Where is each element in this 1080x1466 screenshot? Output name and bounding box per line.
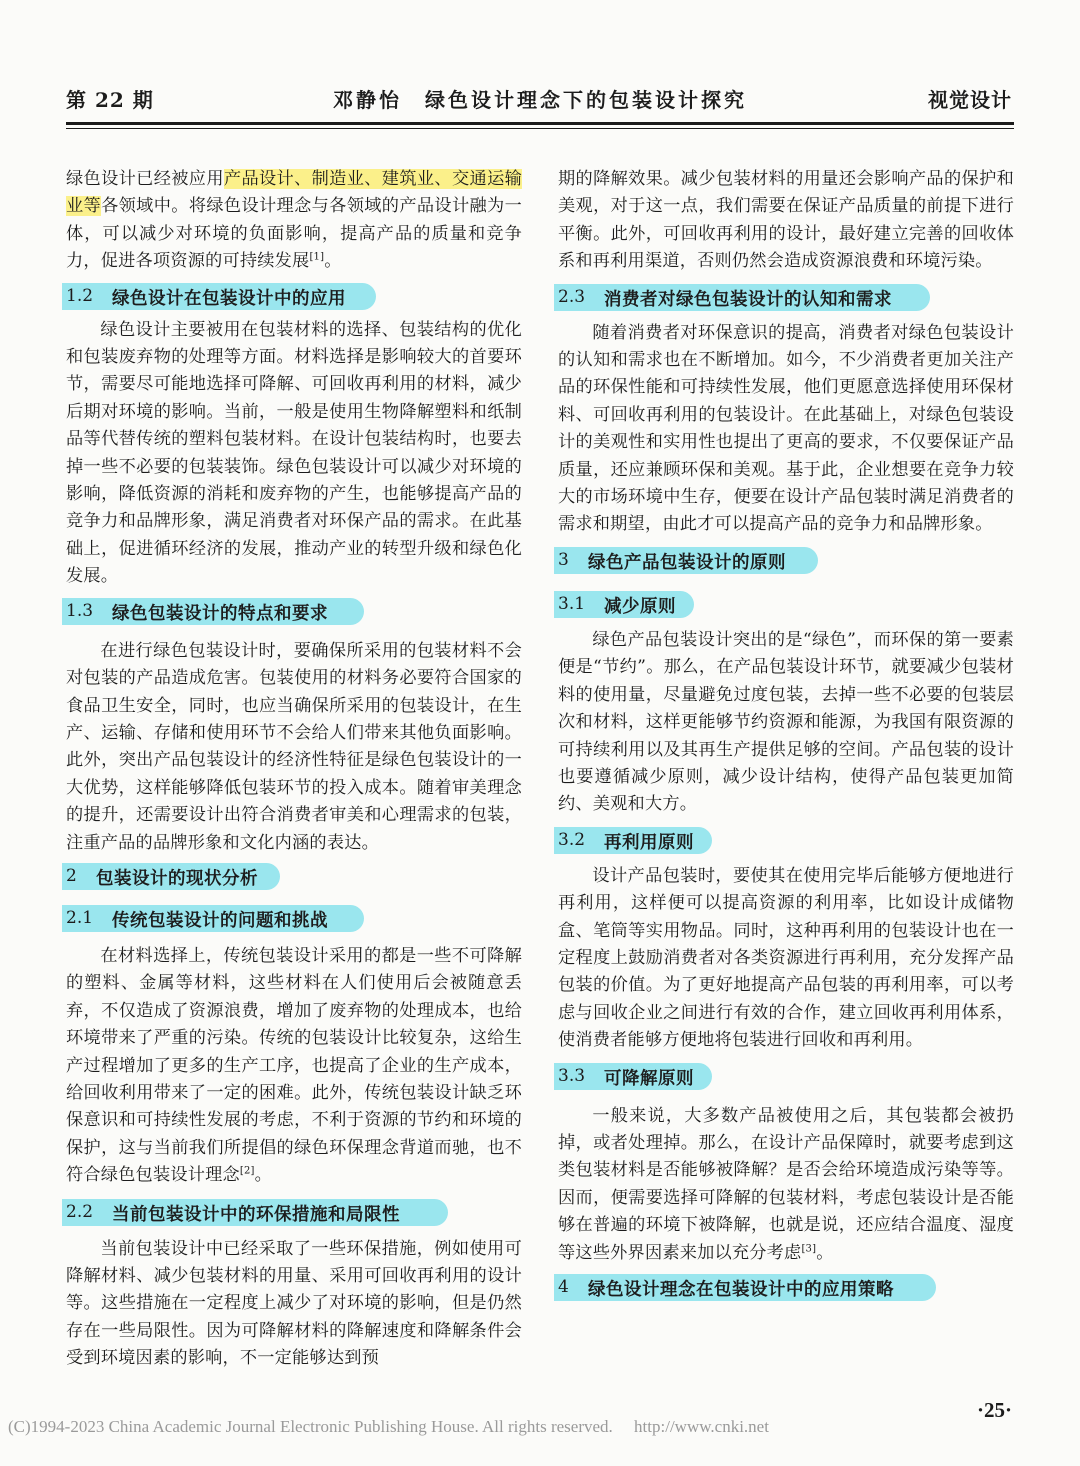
paragraph-text: 在材料选择上，传统包装设计采用的都是一些不可降解的塑料、金属等材料，这些材料在人们使用后会被随意丢弃，不仅造成了资源浪费，增加了废弃物的处理成本，也给环境带来了严重的污染。传统的包装设计比较复杂，这给生产过程增加了更多的生产工序，也提高了企业的生产成本，给回收利用带来了一定的困难。此外，传统包装设计缺乏环保意识和可持续性发展的考虑，不利于资源的节约和环境的保护，这与当前我们所提倡的绿色环保理念背道而驰，也不符合绿色包装设计理念 — [66, 945, 522, 1186]
section-title: 绿色设计理念在包装设计中的应用策略 — [588, 1280, 894, 1300]
right-column — [558, 166, 1014, 1305]
paragraph-2-2: 当前包装设计中已经采取了一些环保措施，例如使用可降解材料、减少包装材料的用量、采用可回收再利用的设计等。这些措施在一定程度上减少了对环境的影响，但是仍然存在一些局限性。因为可降解材料的降解速度和降解条件会受到环境因素的影响，不一定能够达到预 — [66, 1238, 522, 1369]
running-header-issue: 第 22 期 — [66, 88, 154, 112]
paragraph-2-3: 随着消费者对环保意识的提高，消费者对绿色包装设计的认知和需求也在不断增加。如今，不少消费者更加关注产品的环保性能和可持续性发展，他们更愿意选择使用环保材料、可回收再利用的包装设计。在此基础上，对绿色包装设计的美观性和实用性也提出了更高的要求，不仅要保证产品质量，还应兼顾环保和美观。基于此，企业想要在竞争力较大的市场环境中生存，便要在设计产品包装时满足消费者的需求和期望，由此才可以提高产品的竞争力和品牌形象。 — [558, 322, 1014, 535]
paragraph-3-2: 设计产品包装时，要使其在使用完毕后能够方便地进行再利用，这样便可以提高资源的利用率，比如设计成储物盒、笔筒等实用物品。同时，这种再利用的包装设计也在一定程度上鼓励消费者对各类资源进行再利用，充分发挥产品包装的价值。为了更好地提高产品包装的再利用率，可以考虑与回收企业之间进行有效的合作，建立回收再利用体系，使消费者能够方便地将包装进行回收和再利用。 — [558, 865, 1014, 1051]
paragraph-3-1: 绿色产品包装设计突出的是“绿色”，而环保的第一要素便是“节约”。那么，在产品包装设计环节，就要减少包装材料的使用量，尽量避免过度包装，去掉一些不必要的包装层次和材料，这样更能够节约资源和能源，为我国有限资源的可持续利用以及其再生产提供足够的空间。产品包装的设计也要遵循减少原则，减少设计结构，使得产品包装更加简约、美观和大方。 — [558, 629, 1014, 815]
section-heading-2-3 — [558, 281, 1014, 315]
page-number: ·25· — [976, 1398, 1012, 1422]
section-title: 可降解原则 — [604, 1068, 694, 1089]
section-number: 2.2 — [66, 1201, 94, 1222]
section-number: 2.3 — [558, 286, 586, 307]
left-column — [66, 166, 522, 1373]
running-header-section: 视觉设计 — [928, 88, 1012, 112]
section-heading-4 — [558, 1271, 1014, 1305]
section-heading-3-1 — [558, 588, 1014, 622]
running-header-title: 邓静怡 绿色设计理念下的包装设计探究 — [333, 88, 747, 112]
intro-text-before: 绿色设计已经被应用 — [66, 169, 224, 189]
paragraph-1-3: 在进行绿色包装设计时，要确保所采用的包装材料不会对包装的产品造成危害。包装使用的材料务必要符合国家的食品卫生安全，同时，也应当确保所采用的包装设计，在生产、运输、存储和使用环节不会给人们带来其他负面影响。此外，突出产品包装设计的经济性特征是绿色包装设计的一大优势，这样能够降低包装环节的投入成本。随着审美理念的提升，还需要设计出符合消费者审美和心理需求的包装，注重产品的品牌形象和文化内涵的表达。 — [66, 640, 522, 853]
section-heading-2-2 — [66, 1196, 522, 1230]
section-heading-2-1 — [66, 902, 522, 936]
section-number: 4 — [558, 1277, 569, 1297]
paragraph-continued: 期的降解效果。减少包装材料的用量还会影响产品的保护和美观，对于这一点，我们需要在保证产品质量的前提下进行平衡。此外，可回收再利用的设计，最好建立完善的回收体系和再利用渠道，否则仍然会造成资源浪费和环境污染。 — [558, 169, 1014, 272]
section-title: 绿色包装设计的特点和要求 — [112, 603, 328, 624]
copyright-watermark: (C)1994-2023 China Academic Journal Electronic Publishing House. All rights reserved. http://www.cnki.net — [8, 1417, 769, 1436]
citation-ref: [3] — [801, 1242, 817, 1254]
citation-ref: [2] — [239, 1165, 255, 1177]
section-number: 2 — [66, 865, 77, 886]
section-title: 绿色设计在包装设计中的应用 — [112, 288, 346, 309]
section-title: 传统包装设计的问题和挑战 — [112, 910, 328, 931]
intro-paragraph — [66, 166, 522, 276]
citation-ref: [1] — [309, 251, 325, 263]
section-title: 绿色产品包装设计的原则 — [588, 552, 786, 573]
section-heading-2 — [66, 860, 522, 894]
section-title: 当前包装设计中的环保措施和局限性 — [112, 1204, 400, 1225]
section-number: 3.3 — [558, 1065, 586, 1086]
punct: 。 — [816, 1242, 834, 1263]
section-title: 再利用原则 — [604, 832, 694, 853]
section-number: 3 — [558, 549, 569, 570]
punct: 。 — [254, 1165, 273, 1186]
paragraph-2-1 — [66, 943, 522, 1190]
header-rule-thin — [66, 128, 1014, 129]
intro-text-after: 各领域中。将绿色设计理念与各领域的产品设计融为一体，可以减少对环境的负面影响，提高产品的质量和竞争力，促进各项资源的可持续发展 — [66, 196, 522, 272]
section-number: 3.2 — [558, 829, 586, 850]
paragraph-1-2: 绿色设计主要被用在包装材料的选择、包装结构的优化和包装废弃物的处理等方面。材料选择是影响较大的首要环节，需要尽可能地选择可降解、可回收再利用的材料，减少后期对环境的影响。当前，一般是使用生物降解塑料和纸制品等代替传统的塑料包装材料。在设计包装结构时，也要去掉一些不必要的包装装饰。绿色包装设计可以减少对环境的影响，降低资源的消耗和废弃物的产生，也能够提高产品的竞争力和品牌形象，满足消费者对环保产品的需求。在此基础上，促进循环经济的发展，推动产业的转型升级和绿色化发展。 — [66, 319, 522, 587]
header-rule-thick — [66, 122, 1014, 125]
section-heading-3 — [558, 544, 1014, 578]
section-title: 消费者对绿色包装设计的认知和需求 — [604, 289, 892, 310]
highlighted-text: 产品设计、制造业、建筑业、交通运输业等 — [66, 169, 522, 217]
section-heading-3-3 — [558, 1060, 1014, 1094]
section-number: 1.3 — [66, 600, 94, 621]
section-heading-3-2 — [558, 824, 1014, 858]
section-title: 包装设计的现状分析 — [96, 868, 258, 889]
section-heading-1-3 — [66, 595, 522, 629]
section-number: 2.1 — [66, 907, 94, 928]
section-heading-1-2 — [66, 280, 522, 314]
section-number: 3.1 — [558, 593, 586, 614]
paragraph-text: 一般来说，大多数产品被使用之后，其包装都会被扔掉，或者处理掉。那么，在设计产品保障时，就要考虑到这类包装材料是否能够被降解？是否会给环境造成污染等等。因而，便需要选择可降解的包装材料，考虑包装设计是否能够在普遍的环境下被降解，也就是说，还应结合温度、湿度等这些外界因素来加以充分考虑 — [558, 1105, 1014, 1263]
punct: 。 — [324, 251, 342, 272]
paragraph-3-3 — [558, 1103, 1014, 1267]
section-number: 1.2 — [66, 285, 94, 306]
section-title: 减少原则 — [604, 596, 676, 617]
